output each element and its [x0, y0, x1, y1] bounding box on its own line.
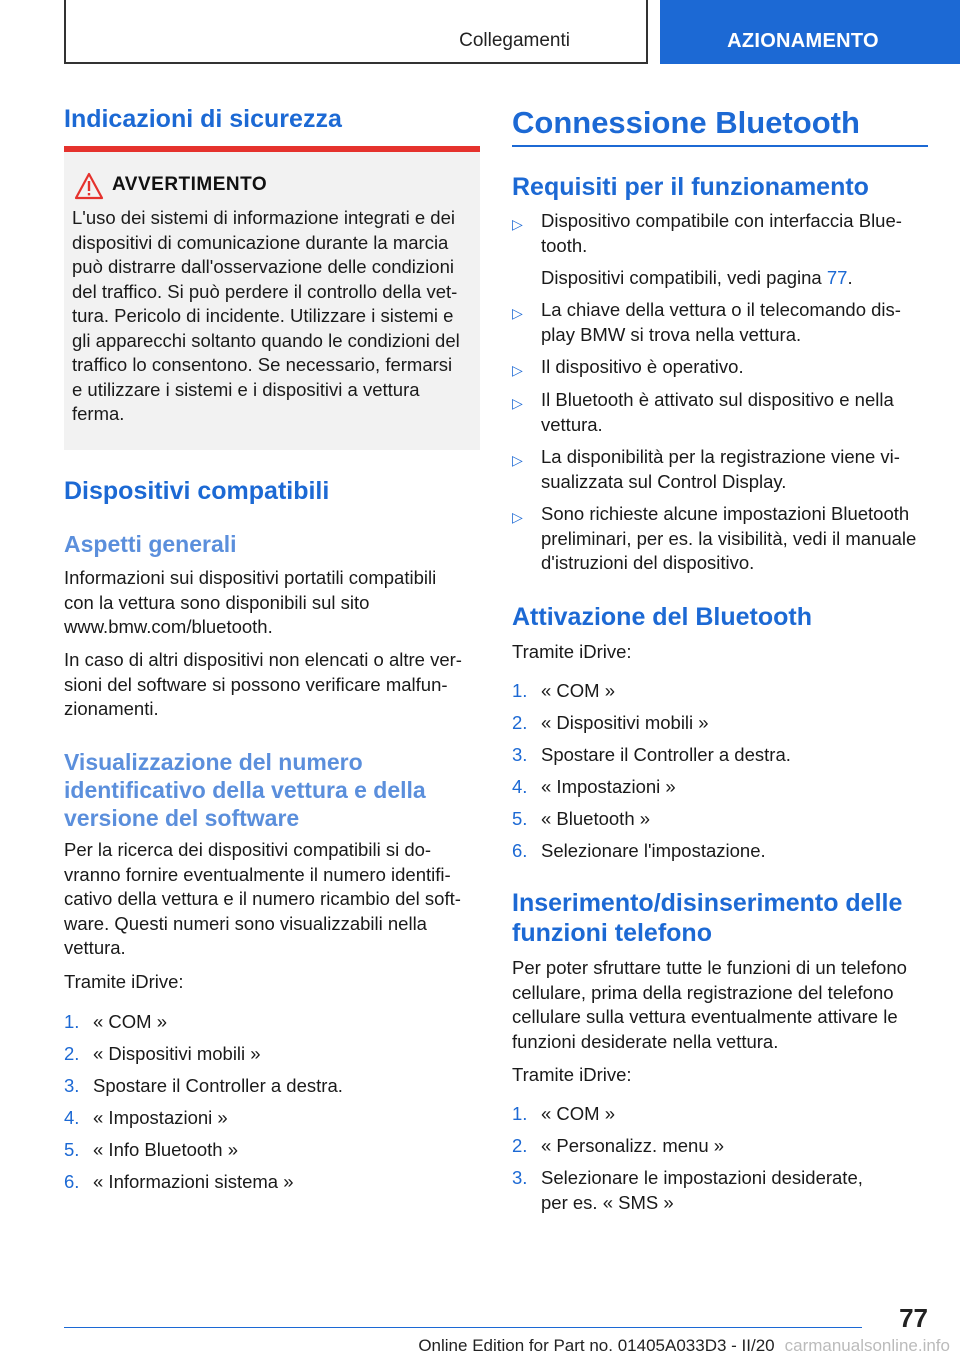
step-text: « Impostazioni »: [541, 776, 676, 797]
warning-box: [64, 146, 480, 450]
vin-title: [64, 748, 426, 832]
step-text: Spostare il Controller a destra.: [541, 744, 791, 765]
warning-line: del traffico. Si può perdere il controllo della vet‐: [72, 280, 458, 302]
heading-line: Visualizzazione del numero: [64, 749, 363, 775]
warning-line: L'uso dei sistemi di informazione integrati e dei: [72, 207, 455, 228]
text-line: zionamenti.: [64, 698, 159, 719]
step-text: « Info Bluetooth »: [93, 1139, 239, 1160]
step-number: 2.: [512, 1135, 528, 1156]
text-line: Dispositivo compatibile con interfaccia Blue‐: [541, 210, 902, 231]
general-title: Aspetti generali: [64, 531, 237, 557]
warning-title: AVVERTIMENTO: [112, 174, 268, 195]
activate-title: Attivazione del Bluetooth: [512, 603, 812, 631]
text-line: cellulare sulla vettura eventualmente attivare le: [512, 1006, 898, 1027]
warning-triangle-icon: [74, 172, 104, 200]
phone-title: [512, 888, 902, 948]
warning-line: tura. Pericolo di incidente. Utilizzare i sistemi e: [72, 305, 454, 326]
heading-line: Inserimento/disinserimento delle: [512, 889, 903, 917]
warning-line: ferma.: [72, 403, 125, 424]
header-section-label: Collegamenti: [459, 30, 570, 51]
req-subnote: [541, 266, 853, 291]
text-line: Per la ricerca dei dispositivi compatibili si do‐: [64, 839, 432, 860]
warning-line: e utilizzare i sistemi e i dispositivi a vettura: [72, 378, 420, 400]
text-line: In caso di altri dispositivi non elencati o altre ver‐: [64, 649, 462, 670]
step-number: 4.: [64, 1107, 80, 1128]
warning-line: traffico lo consentono. Se necessario, fermarsi: [72, 354, 453, 375]
step-text: Spostare il Controller a destra.: [93, 1075, 343, 1096]
bullet-triangle-icon: ▷: [512, 509, 523, 525]
text-line: cativo della vettura e il numero ricambio del soft‐: [64, 888, 461, 909]
text-line: La disponibilità per la registrazione viene vi‐: [541, 446, 900, 467]
step-number: 2.: [64, 1043, 80, 1064]
step-number: 3.: [512, 744, 528, 765]
step-number: 2.: [512, 712, 528, 733]
heading-line: versione del software: [64, 805, 300, 831]
step-number: 1.: [512, 1103, 528, 1124]
text-line: cellulare, prima della registrazione del telefono: [512, 981, 894, 1003]
general-paragraph-1: [64, 566, 484, 640]
step-text: « Impostazioni »: [93, 1107, 228, 1128]
text-line: play BMW si trova nella vettura.: [541, 323, 802, 345]
text-line: vettura.: [541, 413, 603, 435]
text-line: Il dispositivo è operativo.: [541, 356, 744, 377]
bullet-triangle-icon: ▷: [512, 216, 523, 232]
safety-title: Indicazioni di sicurezza: [64, 105, 342, 133]
step-number: 1.: [64, 1011, 80, 1032]
compat-title: Dispositivi compatibili: [64, 477, 330, 505]
via-idrive-right-2: Tramite iDrive:: [512, 1064, 632, 1085]
general-paragraph-2: [64, 648, 484, 722]
header-chapter-tab[interactable]: [660, 0, 960, 64]
via-idrive-left: Tramite iDrive:: [64, 971, 184, 992]
text-line: d'istruzioni del dispositivo.: [541, 552, 755, 573]
text-line: tooth.: [541, 234, 588, 256]
text-line: sualizzata sul Control Display.: [541, 470, 787, 492]
step-number: 6.: [512, 840, 528, 861]
text-line: sioni del software si possono verificare malfun‐: [64, 673, 448, 695]
step-text: « COM »: [541, 1103, 616, 1124]
footer: [0, 1336, 960, 1356]
step-text: « COM »: [541, 680, 616, 701]
footer-edition: Online Edition for Part no. 01405A033D3 - II/20: [418, 1336, 775, 1355]
step-text: « Personalizz. menu »: [541, 1135, 725, 1156]
step-text: « COM »: [93, 1011, 168, 1032]
text-line: Selezionare le impostazioni desiderate,: [541, 1167, 863, 1188]
text-line: Il Bluetooth è attivato sul dispositivo e nella: [541, 389, 894, 410]
step-number: 6.: [64, 1171, 80, 1192]
bullet-triangle-icon: ▷: [512, 362, 523, 378]
step-text: « Dispositivi mobili »: [93, 1043, 261, 1064]
heading-line: funzioni telefono: [512, 919, 712, 947]
text-line: preliminari, per es. la visibilità, vedi il manuale: [541, 527, 917, 549]
bullet-triangle-icon: ▷: [512, 305, 523, 321]
step-text: « Bluetooth »: [541, 808, 651, 829]
step-number: 3.: [512, 1167, 528, 1188]
text-line: Sono richieste alcune impostazioni Bluetooth: [541, 503, 910, 524]
text-line: www.bmw.com/bluetooth.: [64, 616, 273, 637]
footer-watermark: carmanualsonline.info: [784, 1336, 950, 1355]
text-line: con la vettura sono disponibili sul sito: [64, 591, 370, 613]
bullet-triangle-icon: ▷: [512, 395, 523, 411]
text-line: vettura.: [64, 937, 126, 958]
step-number: 3.: [64, 1075, 80, 1096]
via-idrive-right: Tramite iDrive:: [512, 641, 632, 662]
footer-rule: [64, 1327, 862, 1328]
title-rule: [512, 145, 928, 147]
text-line: La chiave della vettura o il telecomando dis‐: [541, 299, 901, 320]
step-number: 5.: [512, 808, 528, 829]
step-text: « Dispositivi mobili »: [541, 712, 709, 733]
step-number: 1.: [512, 680, 528, 701]
req-subnote-end: .: [847, 267, 853, 288]
text-line: Informazioni sui dispositivi portatili compatibili: [64, 567, 437, 588]
header-chapter-label: AZIONAMENTO: [727, 30, 879, 52]
page-link[interactable]: 77: [826, 267, 848, 288]
text-line: ware. Questi numeri sono visualizzabili nella: [64, 912, 427, 934]
warning-line: gli apparecchi soltanto quando le condizioni del: [72, 329, 460, 351]
requirements-title: Requisiti per il funzionamento: [512, 173, 869, 201]
bullet-triangle-icon: ▷: [512, 452, 523, 468]
text-line: vranno fornire eventualmente il numero identifi‐: [64, 863, 451, 885]
phone-paragraph: [512, 956, 932, 1054]
main-title: Connessione Bluetooth: [512, 105, 860, 140]
step-text: Selezionare l'impostazione.: [541, 840, 766, 861]
warning-line: può distrarre dall'osservazione delle condizioni: [72, 256, 454, 277]
vin-paragraph: [64, 838, 484, 961]
text-line: per es. « SMS »: [541, 1191, 674, 1213]
step-text: « Informazioni sistema »: [93, 1171, 294, 1192]
text-line: funzioni desiderate nella vettura.: [512, 1030, 779, 1052]
page-number: 77: [899, 1303, 928, 1333]
step-number: 5.: [64, 1139, 80, 1160]
heading-line: identificativo della vettura e della: [64, 777, 426, 803]
text-line: Per poter sfruttare tutte le funzioni di un telefono: [512, 957, 907, 978]
warning-line: dispositivi di comunicazione durante la marcia: [72, 231, 449, 253]
req-subnote-text: Dispositivi compatibili, vedi pagina: [541, 267, 827, 288]
step-number: 4.: [512, 776, 528, 797]
warning-body: [72, 206, 474, 427]
